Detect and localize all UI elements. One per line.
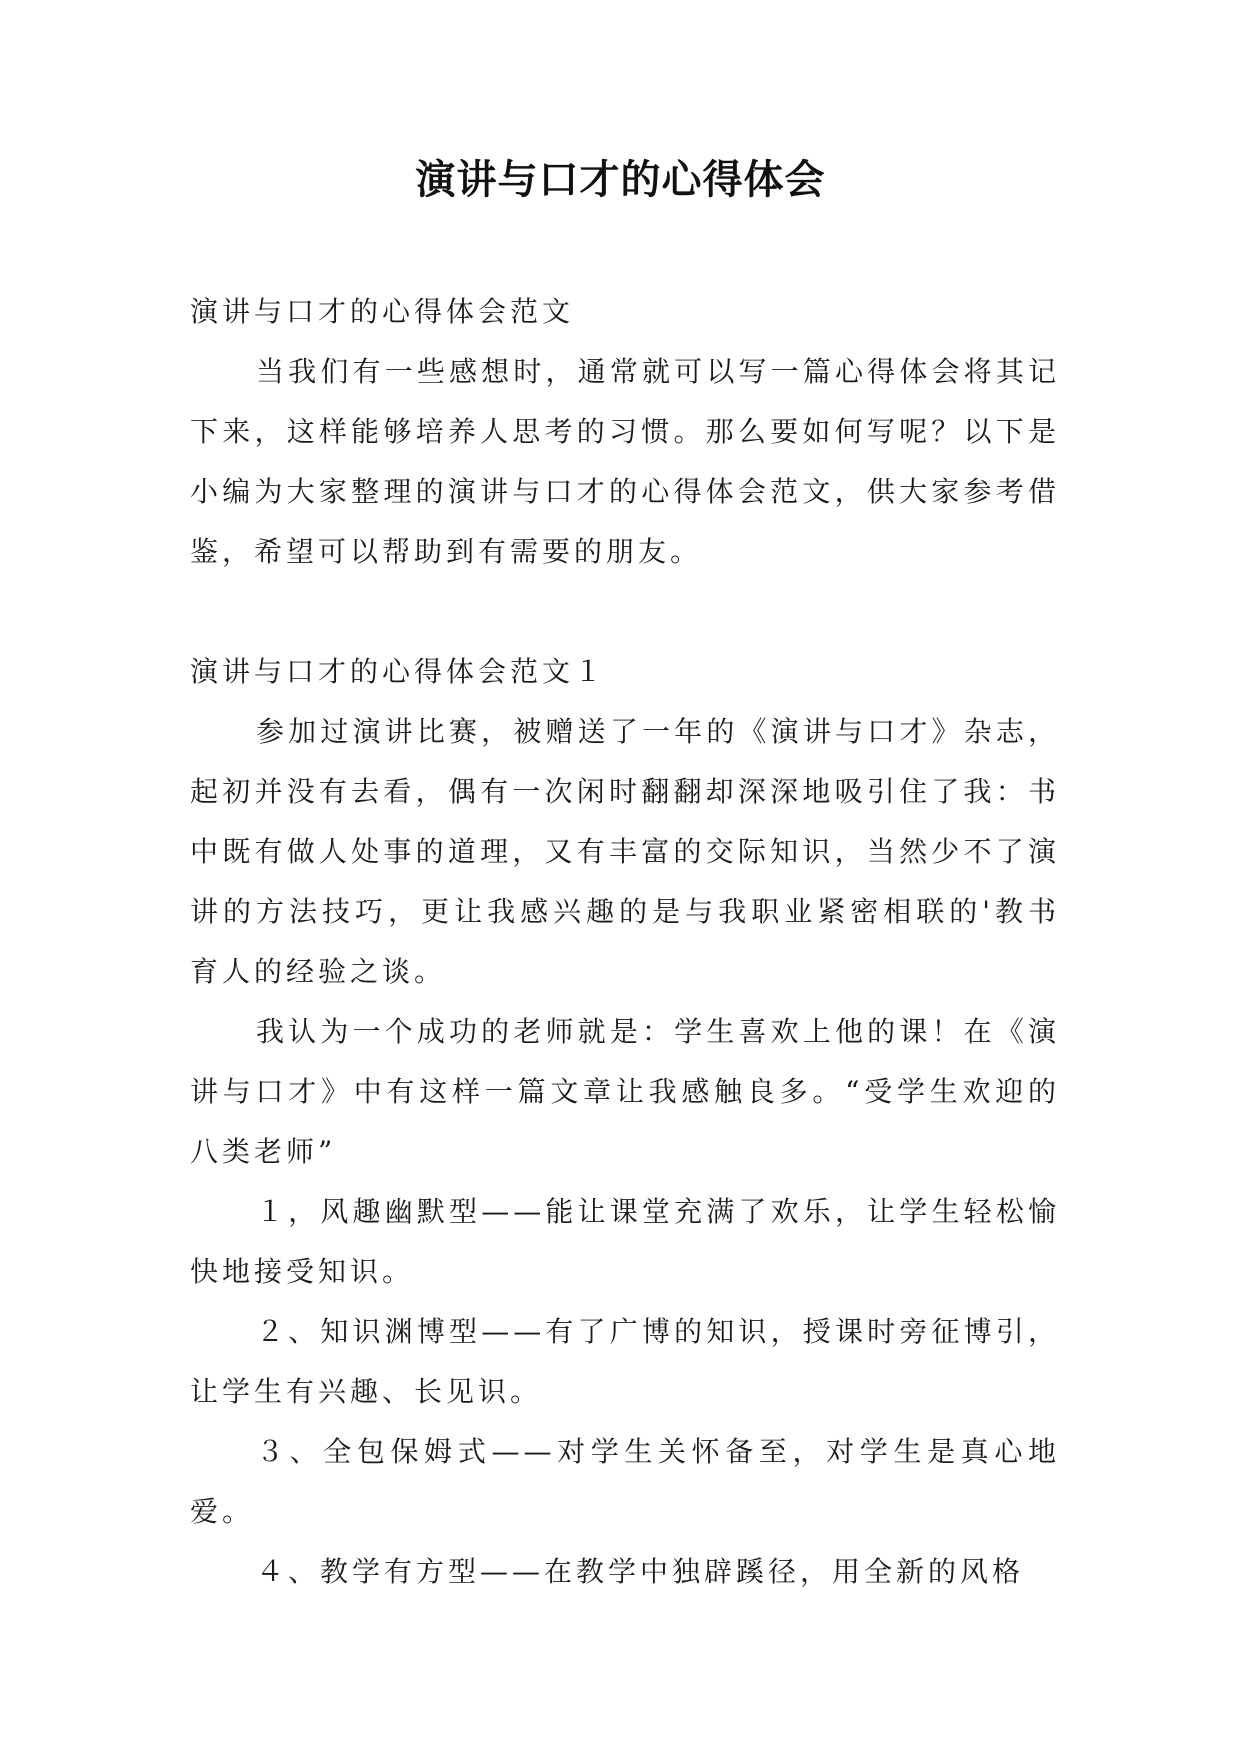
section1-heading: 演讲与口才的心得体会范文１	[190, 655, 607, 688]
list-item-humor: １，风趣幽默型——能让课堂充满了欢乐，让学生轻松愉快地接受知识。	[190, 1195, 1060, 1288]
body-paragraph: 我认为一个成功的老师就是：学生喜欢上他的课！在《演讲与口才》中有这样一篇文章让我感触良多。“受学生欢迎的八类老师”	[190, 1015, 1060, 1168]
body-paragraph: 参加过演讲比赛，被赠送了一年的《演讲与口才》杂志，起初并没有去看，偶有一次闲时翻翻却深深地吸引住了我：书中既有做人处事的道理，又有丰富的交际知识，当然少不了演讲的方法技巧，更让我感兴趣的是与我职业紧密相联的'教书育人的经验之谈。	[190, 715, 1060, 988]
intro-paragraph: 当我们有一些感想时，通常就可以写一篇心得体会将其记下来，这样能够培养人思考的习惯。那么要如何写呢？以下是小编为大家整理的演讲与口才的心得体会范文，供大家参考借鉴，希望可以帮助到有需要的朋友。	[190, 355, 1060, 568]
document-body	[190, 282, 1060, 1602]
document-title: 演讲与口才的心得体会	[415, 157, 826, 203]
section-spacer	[190, 582, 1060, 642]
list-item-knowledge: ２、知识渊博型——有了广博的知识，授课时旁征博引，让学生有兴趣、长见识。	[190, 1315, 1060, 1408]
intro-heading: 演讲与口才的心得体会范文	[190, 295, 575, 328]
list-item-method: ４、教学有方型——在教学中独辟蹊径，用全新的风格	[256, 1555, 1025, 1588]
list-item-caring: ３、全包保姆式——对学生关怀备至，对学生是真心地爱。	[190, 1435, 1060, 1528]
